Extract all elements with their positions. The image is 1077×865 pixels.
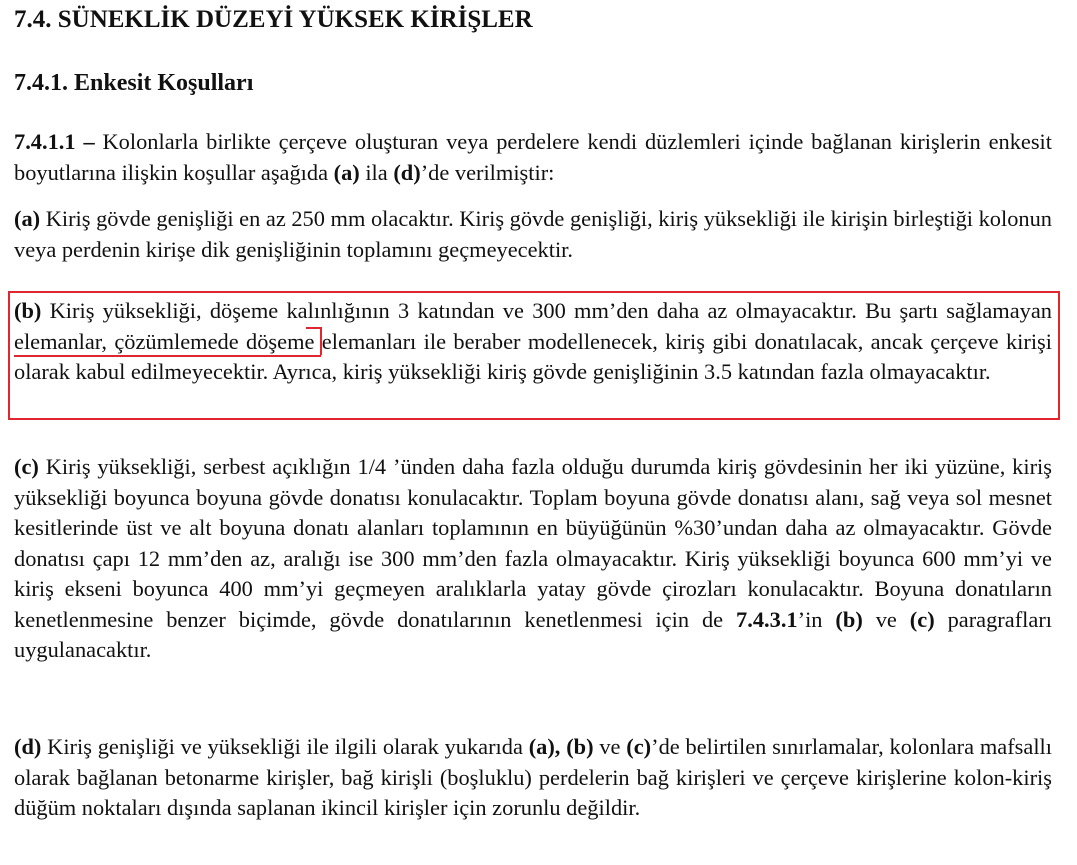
paragraph-d (14, 732, 1052, 824)
subsection-heading: 7.4.1. Enkesit Koşulları (14, 70, 254, 96)
paragraph-c (14, 452, 1052, 666)
ref-a: (a), (528, 734, 561, 759)
ref-c: (c) (626, 734, 652, 759)
item-label-c: (c) (14, 454, 39, 479)
paragraph-text: ve (593, 734, 627, 759)
paragraph-text: Kiriş yüksekliği, serbest açıklığın 1/4 ’ünden daha fazla olduğu durumda kiriş gövdesinin her iki yüzüne, kiriş yüksekliği boyunca boyuna gövde donatısı konulacaktır. Toplam boyuna gövde donatısı alanı, sağ veya sol mesnet kesitlerinde üst ve alt boyuna donatı alanları toplamının en büyüğünün %30’undan daha az olmayacaktır. Gövde donatısı çapı 12 mm’den az, aralığı ise 300 mm’den fazla olmayacaktır. Kiriş yüksekliği boyunca 600 mm’yi ve kiriş ekseni boyunca 400 mm’yi geçmeyen aralıklarla yatay gövde çirozları konulacaktır. Boyuna donatıların kenetlenmesine benzer biçimde, gövde donatılarının kenetlenmesi için de (14, 454, 1052, 632)
highlight-underline (14, 355, 321, 357)
item-label-d: (d) (14, 734, 42, 759)
ref-c: (c) (909, 606, 935, 632)
ref-d: (d) (393, 159, 421, 185)
ref-b: (b) (566, 734, 594, 759)
paragraph-text: paragrafları uygulanacaktır. (14, 606, 1052, 662)
paragraph-text: Kiriş genişliği ve yüksekliği ile ilgili olarak yukarıda (41, 734, 529, 759)
paragraph-text: ’de verilmiştir: (420, 159, 555, 185)
paragraph-text: ’de belirtilen sınırlamalar, kolonlara mafsallı olarak bağlanan betonarme kirişler, bağ kirişli (boşluklu) perdelerin bağ kirişleri ve çerçeve kirişlerine kolon-kiriş düğüm noktaları dışında saplanan ikincil kirişler için zorunlu değildir. (14, 734, 1052, 820)
item-label-a: (a) (14, 206, 41, 231)
paragraph-text: ila (359, 159, 394, 185)
paragraph-text: ve (862, 606, 910, 632)
clause-number: 7.4.1.1 – (14, 129, 95, 154)
paragraph-text: Kolonlarla birlikte çerçeve oluşturan veya perdelere kendi düzlemleri içinde bağlanan kirişlerin enkesit boyutlarına ilişkin koşullar aşağıda (14, 129, 1052, 185)
highlight-underline-hook (306, 327, 322, 355)
ref-a: (a) (333, 159, 360, 185)
paragraph-7-4-1-1 (14, 127, 1052, 188)
paragraph-text: Kiriş gövde genişliği en az 250 mm olacaktır. Kiriş gövde genişliği, kiriş yüksekliği ile kirişin birleştiği kolonun veya perdenin kirişe dik genişliğinin toplamını geçmeyecektir. (14, 206, 1052, 262)
paragraph-text: ’in (797, 606, 836, 632)
paragraph-a (14, 204, 1052, 265)
paragraph-text: Kiriş yüksekliği, döşeme kalınlığının 3 katından ve 300 mm’den daha az olmayacaktır. Bu şartı sağlamayan elemanlar, çözümlemede döşeme elemanları ile beraber modellenecek, kiriş gibi donatılacak, ancak çerçeve kirişi olarak kabul edilmeyecektir. Ayrıca, kiriş yüksekliği kiriş gövde genişliğinin 3.5 katından fazla olmayacaktır. (14, 298, 1052, 384)
ref-b: (b) (835, 606, 863, 632)
section-heading: 7.4. SÜNEKLİK DÜZEYİ YÜKSEK KİRİŞLER (14, 6, 533, 33)
item-label-b: (b) (14, 298, 42, 323)
ref-7-4-3-1: 7.4.3.1 (736, 606, 798, 632)
